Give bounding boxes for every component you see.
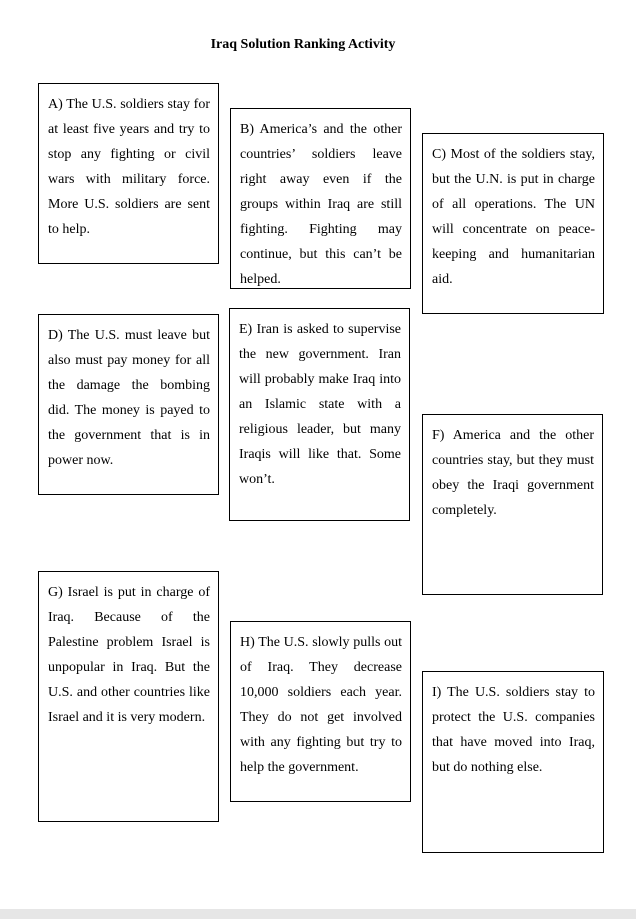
- solution-text-i: I) The U.S. soldiers stay to protect the U.S. companies that have moved into Iraq, but do nothing else.: [432, 685, 595, 775]
- solution-card-c: [422, 133, 604, 314]
- page-bottom-strip: [0, 909, 636, 919]
- solution-text-d: D) The U.S. must leave but also must pay money for all the damage the bombing did. The money is payed to the government that is in power now.: [48, 328, 210, 468]
- solution-text-c: C) Most of the soldiers stay, but the U.N. is put in charge of all operations. The UN will concentrate on peace-keeping and humanitarian aid.: [432, 147, 595, 287]
- solution-text-e: E) Iran is asked to supervise the new government. Iran will probably make Iraq into an Islamic state with a religious leader, but many Iraqis will like that. Some won’t.: [239, 322, 401, 487]
- solution-card-i: [422, 671, 604, 853]
- solution-text-g: G) Israel is put in charge of Iraq. Because of the Palestine problem Israel is unpopular in Iraq. But the U.S. and other countries like Israel and it is very modern.: [48, 585, 210, 725]
- solution-text-f: F) America and the other countries stay, but they must obey the Iraqi government completely.: [432, 428, 594, 518]
- solution-card-g: [38, 571, 219, 822]
- solution-text-h: H) The U.S. slowly pulls out of Iraq. They decrease 10,000 soldiers each year. They do not get involved with any fighting but try to help the government.: [240, 635, 402, 775]
- solution-card-f: [422, 414, 603, 595]
- solution-card-a: [38, 83, 219, 264]
- solution-card-h: [230, 621, 411, 802]
- solution-text-b: B) America’s and the other countries’ soldiers leave right away even if the groups within Iraq are still fighting. Fighting may continue, but this can’t be helped.: [240, 122, 402, 287]
- solution-card-b: [230, 108, 411, 289]
- solution-text-a: A) The U.S. soldiers stay for at least five years and try to stop any fighting or civil wars with military force. More U.S. soldiers are sent to help.: [48, 97, 210, 237]
- page-title: Iraq Solution Ranking Activity: [210, 37, 396, 52]
- solution-card-d: [38, 314, 219, 495]
- solution-card-e: [229, 308, 410, 521]
